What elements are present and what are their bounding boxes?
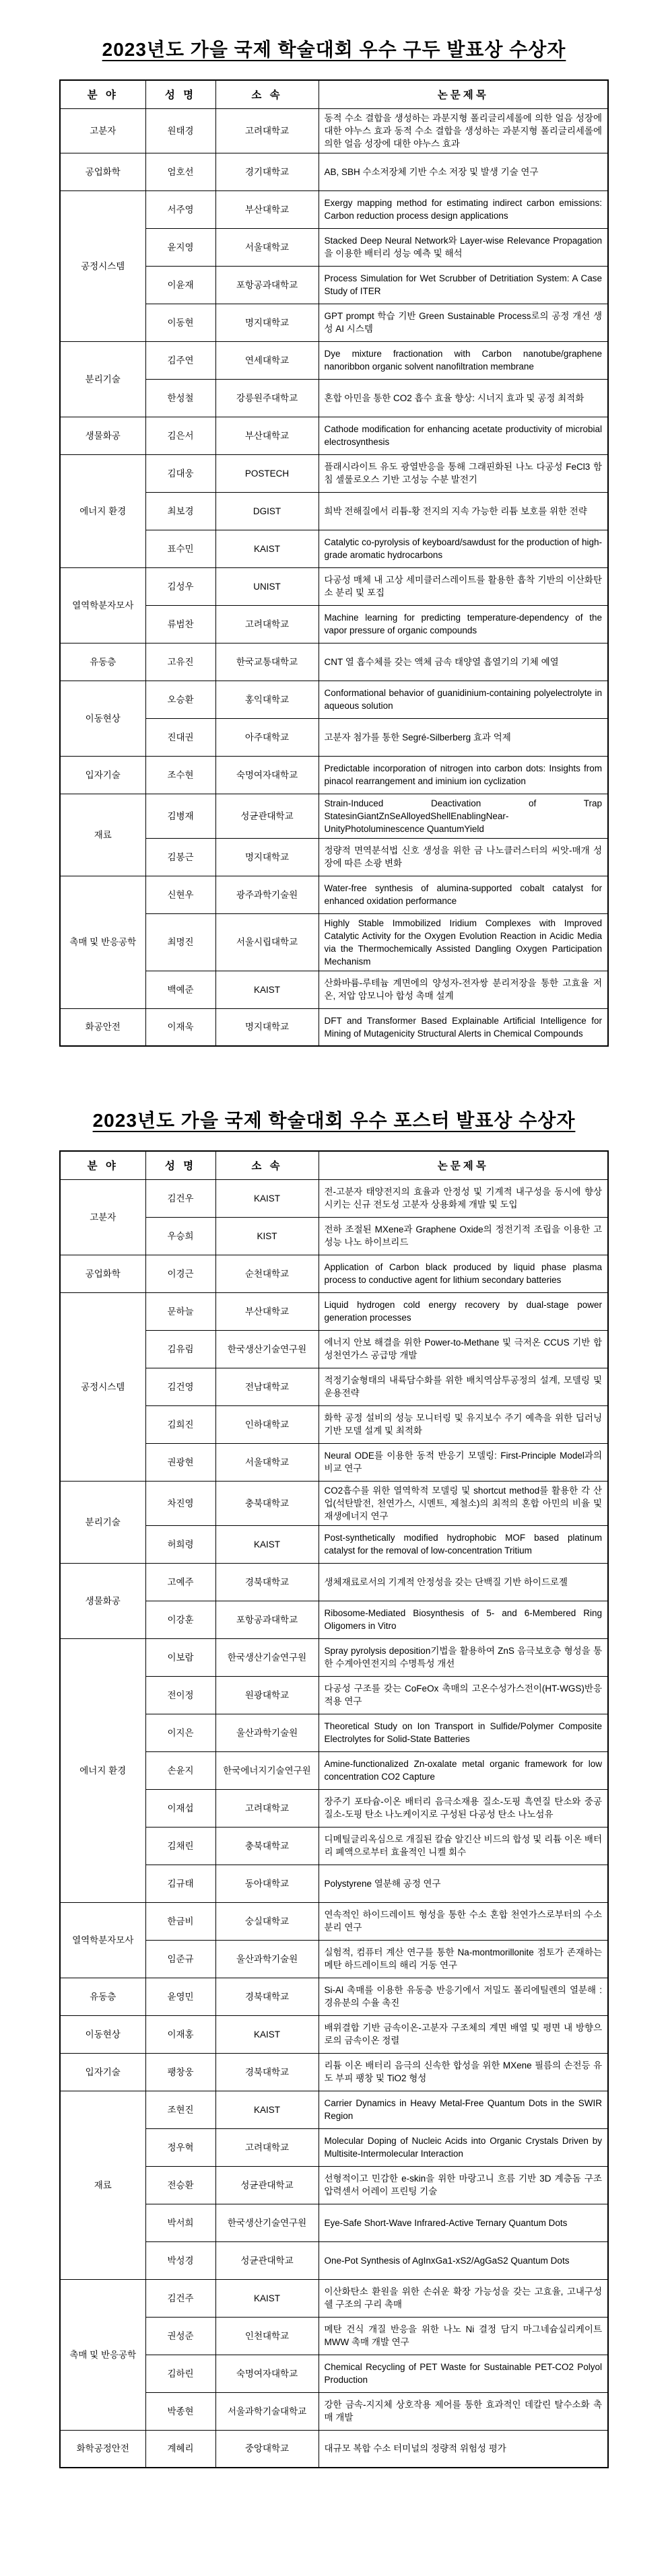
field-cell: 고분자 bbox=[60, 1179, 145, 1255]
paper-title-cell: 배위결합 기반 금속이온-고분자 구조체의 계면 배열 및 평면 내 방향으로의 금속이온 정렬 bbox=[319, 2015, 608, 2053]
paper-title-cell: 정량적 면역분석법 신호 생성을 위한 금 나노클러스터의 씨앗-매개 성장에 따른 소광 변화 bbox=[319, 838, 608, 876]
affiliation-cell: 포항공과대학교 bbox=[215, 1601, 319, 1638]
poster-awards-title: 2023년도 가을 국제 학술대회 우수 포스터 발표상 수상자 bbox=[92, 1110, 576, 1131]
field-cell: 공정시스템 bbox=[60, 190, 145, 341]
name-cell: 문하늘 bbox=[145, 1292, 215, 1330]
header-paper-title: 논문제목 bbox=[319, 1151, 608, 1179]
affiliation-cell: 한국에너지기술연구원 bbox=[215, 1751, 319, 1789]
paper-title-cell: 플래시라이트 유도 광열반응을 통해 그래핀화된 나노 다공성 FeCl3 함침 셀룰로오스 기반 고성능 수분 발전기 bbox=[319, 454, 608, 492]
field-cell: 공업화학 bbox=[60, 1255, 145, 1292]
affiliation-cell: 인천대학교 bbox=[215, 2317, 319, 2355]
table-header-row bbox=[60, 1151, 608, 1179]
oral-awards-section bbox=[0, 35, 668, 1047]
name-cell: 고유진 bbox=[145, 643, 215, 681]
name-cell: 김유림 bbox=[145, 1330, 215, 1368]
affiliation-cell: POSTECH bbox=[215, 454, 319, 492]
award-row bbox=[60, 108, 608, 153]
paper-title-cell: 다공성 매체 내 고상 세미클러스레이트를 활용한 흡착 기반의 이산화탄소 분리 및 포집 bbox=[319, 567, 608, 605]
award-row bbox=[60, 643, 608, 681]
paper-title-cell: CO2흡수를 위한 열역학적 모델링 및 shortcut method를 활용한 각 산업(석탄발전, 천연가스, 시멘트, 제철소)의 최적의 혼합 아민의 비율 및 재생에너지 연구 bbox=[319, 1481, 608, 1525]
affiliation-cell: 명지대학교 bbox=[215, 304, 319, 341]
affiliation-cell: 부산대학교 bbox=[215, 417, 319, 454]
affiliation-cell: 고려대학교 bbox=[215, 1789, 319, 1827]
affiliation-cell: 고려대학교 bbox=[215, 605, 319, 643]
name-cell: 표수민 bbox=[145, 530, 215, 567]
award-row bbox=[60, 876, 608, 913]
name-cell: 김건주 bbox=[145, 2279, 215, 2317]
name-cell: 김봉근 bbox=[145, 838, 215, 876]
name-cell: 전승환 bbox=[145, 2166, 215, 2204]
field-cell: 재료 bbox=[60, 2091, 145, 2279]
paper-title-cell: Dye mixture fractionation with Carbon nanotube/graphene nanoribbon organic solvent nanofiltration membrane bbox=[319, 341, 608, 379]
paper-title-cell: 희박 전해질에서 리튬-황 전지의 지속 가능한 리튬 보호를 위한 전략 bbox=[319, 492, 608, 530]
affiliation-cell: 고려대학교 bbox=[215, 108, 319, 153]
affiliation-cell: 서울과학기술대학교 bbox=[215, 2392, 319, 2430]
name-cell: 김희진 bbox=[145, 1405, 215, 1443]
paper-title-cell: Strain-Induced Deactivation of Trap StatesinGiantZnSeAlloyedShellEnablingNear-UnityPhotoluminescence QuantumYield bbox=[319, 794, 608, 838]
award-row bbox=[60, 1978, 608, 2015]
poster-awards-section bbox=[0, 1106, 668, 2468]
affiliation-cell: 서울대학교 bbox=[215, 1443, 319, 1481]
table-header-row bbox=[60, 80, 608, 108]
name-cell: 이지은 bbox=[145, 1714, 215, 1751]
affiliation-cell: 경기대학교 bbox=[215, 153, 319, 190]
award-row bbox=[60, 417, 608, 454]
affiliation-cell: KAIST bbox=[215, 971, 319, 1008]
paper-title-cell: CNT 열 흡수체를 갖는 액체 금속 태양열 흡열기의 기체 예열 bbox=[319, 643, 608, 681]
paper-title-cell: 대규모 복합 수소 터미널의 정량적 위험성 평가 bbox=[319, 2430, 608, 2468]
name-cell: 권성준 bbox=[145, 2317, 215, 2355]
poster-awards-table bbox=[59, 1150, 609, 2468]
award-row bbox=[60, 1481, 608, 1525]
paper-title-cell: Cathode modification for enhancing acetate productivity of microbial electrosynthesis bbox=[319, 417, 608, 454]
paper-title-cell: 고분자 첨가를 통한 Segré-Silberberg 효과 억제 bbox=[319, 718, 608, 756]
name-cell: 김대웅 bbox=[145, 454, 215, 492]
affiliation-cell: 경북대학교 bbox=[215, 1563, 319, 1601]
affiliation-cell: 한국생산기술연구원 bbox=[215, 1330, 319, 1368]
paper-title-cell: 선형적이고 민감한 e-skin을 위한 마랑고니 흐름 기반 3D 계층돔 구조 압력센서 어레이 프린팅 기술 bbox=[319, 2166, 608, 2204]
paper-title-cell: 에너지 안보 해결을 위한 Power-to-Methane 및 극저온 CCUS 기반 합성천연가스 공급망 개발 bbox=[319, 1330, 608, 1368]
paper-title-cell: Amine-functionalized Zn-oxalate metal organic framework for low concentration CO2 Capture bbox=[319, 1751, 608, 1789]
name-cell: 팽창웅 bbox=[145, 2053, 215, 2091]
name-cell: 계혜리 bbox=[145, 2430, 215, 2468]
affiliation-cell: 숙명여자대학교 bbox=[215, 2355, 319, 2392]
field-cell: 이동현상 bbox=[60, 681, 145, 756]
field-cell: 에너지 환경 bbox=[60, 454, 145, 567]
name-cell: 한성철 bbox=[145, 379, 215, 417]
affiliation-cell: 아주대학교 bbox=[215, 718, 319, 756]
field-cell: 화공안전 bbox=[60, 1008, 145, 1046]
name-cell: 윤지영 bbox=[145, 228, 215, 266]
affiliation-cell: 인하대학교 bbox=[215, 1405, 319, 1443]
oral-awards-table-body bbox=[60, 108, 608, 1046]
field-cell: 촉매 및 반응공학 bbox=[60, 876, 145, 1008]
paper-title-cell: 실험적, 컴퓨터 계산 연구를 통한 Na-montmorillonite 점토가 존재하는 메탄 하드레이트의 해리 거동 연구 bbox=[319, 1940, 608, 1978]
affiliation-cell: 숭실대학교 bbox=[215, 1902, 319, 1940]
affiliation-cell: 전남대학교 bbox=[215, 1368, 319, 1405]
paper-title-cell: Molecular Doping of Nucleic Acids into Organic Crystals Driven by Multisite-Intermolecular Interaction bbox=[319, 2128, 608, 2166]
name-cell: 권광현 bbox=[145, 1443, 215, 1481]
name-cell: 이윤재 bbox=[145, 266, 215, 304]
affiliation-cell: 강릉원주대학교 bbox=[215, 379, 319, 417]
affiliation-cell: 한국생산기술연구원 bbox=[215, 2204, 319, 2241]
affiliation-cell: 경북대학교 bbox=[215, 1978, 319, 2015]
name-cell: 이강훈 bbox=[145, 1601, 215, 1638]
affiliation-cell: 서울시립대학교 bbox=[215, 913, 319, 971]
paper-title-cell: Application of Carbon black produced by liquid phase plasma process to conductive agent for lithium secondary batteries bbox=[319, 1255, 608, 1292]
name-cell: 조수현 bbox=[145, 756, 215, 794]
paper-title-cell: 메탄 건식 개질 반응을 위한 나노 Ni 결정 담지 마그네슘실리케이트 MWW 촉매 개발 연구 bbox=[319, 2317, 608, 2355]
affiliation-cell: DGIST bbox=[215, 492, 319, 530]
name-cell: 김채린 bbox=[145, 1827, 215, 1865]
name-cell: 고예주 bbox=[145, 1563, 215, 1601]
award-row bbox=[60, 2091, 608, 2128]
name-cell: 최보경 bbox=[145, 492, 215, 530]
affiliation-cell: 울산과학기술원 bbox=[215, 1714, 319, 1751]
affiliation-cell: KAIST bbox=[215, 1179, 319, 1217]
field-cell: 유동층 bbox=[60, 1978, 145, 2015]
award-row bbox=[60, 567, 608, 605]
name-cell: 김주연 bbox=[145, 341, 215, 379]
award-row bbox=[60, 2053, 608, 2091]
paper-title-cell: 산화바륨-루테늄 계면에의 양성자-전자쌍 분리저장을 통한 고효율 저온, 저압 암모니아 합성 촉매 설계 bbox=[319, 971, 608, 1008]
affiliation-cell: 한국생산기술연구원 bbox=[215, 1638, 319, 1676]
award-row bbox=[60, 1638, 608, 1676]
paper-title-cell: Highly Stable Immobilized Iridium Complexes with Improved Catalytic Activity for the Oxygen Evolution Reaction in Acidic Media via the Thermochemically Assisted Dangling Oxygen Participation Mechanism bbox=[319, 913, 608, 971]
field-cell: 고분자 bbox=[60, 108, 145, 153]
affiliation-cell: 홍익대학교 bbox=[215, 681, 319, 718]
paper-title-cell: Stacked Deep Neural Network와 Layer-wise Relevance Propagation을 이용한 배터리 성능 예측 및 해석 bbox=[319, 228, 608, 266]
award-row bbox=[60, 1902, 608, 1940]
affiliation-cell: 명지대학교 bbox=[215, 1008, 319, 1046]
field-cell: 촉매 및 반응공학 bbox=[60, 2279, 145, 2430]
affiliation-cell: 성균관대학교 bbox=[215, 794, 319, 838]
name-cell: 박성경 bbox=[145, 2241, 215, 2279]
header-name: 성 명 bbox=[145, 1151, 215, 1179]
field-cell: 분리기술 bbox=[60, 1481, 145, 1563]
name-cell: 엄호선 bbox=[145, 153, 215, 190]
name-cell: 김하린 bbox=[145, 2355, 215, 2392]
paper-title-cell: Process Simulation for Wet Scrubber of Detritiation System: A Case Study of ITER bbox=[319, 266, 608, 304]
award-row bbox=[60, 1008, 608, 1046]
affiliation-cell: 서울대학교 bbox=[215, 228, 319, 266]
name-cell: 임준규 bbox=[145, 1940, 215, 1978]
name-cell: 서주영 bbox=[145, 190, 215, 228]
paper-title-cell: Eye-Safe Short-Wave Infrared-Active Ternary Quantum Dots bbox=[319, 2204, 608, 2241]
header-field: 분 야 bbox=[60, 1151, 145, 1179]
affiliation-cell: 성균관대학교 bbox=[215, 2166, 319, 2204]
name-cell: 신현우 bbox=[145, 876, 215, 913]
affiliation-cell: 고려대학교 bbox=[215, 2128, 319, 2166]
paper-title-cell: Theoretical Study on Ion Transport in Sulfide/Polymer Composite Electrolytes for Solid-State Batteries bbox=[319, 1714, 608, 1751]
name-cell: 박종현 bbox=[145, 2392, 215, 2430]
field-cell: 공정시스템 bbox=[60, 1292, 145, 1481]
name-cell: 진대권 bbox=[145, 718, 215, 756]
name-cell: 김병재 bbox=[145, 794, 215, 838]
name-cell: 김규태 bbox=[145, 1865, 215, 1902]
paper-title-cell: Spray pyrolysis deposition기법을 활용하여 ZnS 음극보호층 형성을 통한 수계아연전지의 수명특성 개선 bbox=[319, 1638, 608, 1676]
paper-title-cell: Exergy mapping method for estimating indirect carbon emissions: Carbon reduction process design applications bbox=[319, 190, 608, 228]
header-field: 분 야 bbox=[60, 80, 145, 108]
paper-title-cell: 이산화탄소 환원을 위한 손쉬운 확장 가능성을 갖는 고효율, 고내구성 쉘 구조의 구리 촉매 bbox=[319, 2279, 608, 2317]
name-cell: 류범찬 bbox=[145, 605, 215, 643]
affiliation-cell: KAIST bbox=[215, 530, 319, 567]
award-row bbox=[60, 794, 608, 838]
paper-title-cell: Chemical Recycling of PET Waste for Sustainable PET-CO2 Polyol Production bbox=[319, 2355, 608, 2392]
name-cell: 최명진 bbox=[145, 913, 215, 971]
name-cell: 차진영 bbox=[145, 1481, 215, 1525]
award-row bbox=[60, 1292, 608, 1330]
paper-title-cell: One-Pot Synthesis of AgInxGa1-xS2/AgGaS2 Quantum Dots bbox=[319, 2241, 608, 2279]
name-cell: 김은서 bbox=[145, 417, 215, 454]
name-cell: 원태경 bbox=[145, 108, 215, 153]
affiliation-cell: UNIST bbox=[215, 567, 319, 605]
paper-title-cell: Ribosome-Mediated Biosynthesis of 5- and 6-Membered Ring Oligomers in Vitro bbox=[319, 1601, 608, 1638]
paper-title-cell: Predictable incorporation of nitrogen into carbon dots: Insights from pinacol rearrangement and iminium ion cyclization bbox=[319, 756, 608, 794]
name-cell: 전이정 bbox=[145, 1676, 215, 1714]
name-cell: 우승희 bbox=[145, 1217, 215, 1255]
paper-title-cell: Machine learning for predicting temperature-dependency of the vapor pressure of organic compounds bbox=[319, 605, 608, 643]
name-cell: 김성우 bbox=[145, 567, 215, 605]
paper-title-cell: 연속적인 하이드레이트 형성을 통한 수소 혼합 천연가스로부터의 수소 분리 연구 bbox=[319, 1902, 608, 1940]
paper-title-cell: Conformational behavior of guanidinium-containing polyelectrolyte in aqueous solution bbox=[319, 681, 608, 718]
award-row bbox=[60, 190, 608, 228]
field-cell: 이동현상 bbox=[60, 2015, 145, 2053]
affiliation-cell: 동아대학교 bbox=[215, 1865, 319, 1902]
field-cell: 재료 bbox=[60, 794, 145, 876]
paper-title-cell: Si-Al 촉매를 이용한 유동층 반응기에서 저밀도 폴리에틸렌의 열분해 : 경유분의 수율 촉진 bbox=[319, 1978, 608, 2015]
affiliation-cell: 충북대학교 bbox=[215, 1481, 319, 1525]
field-cell: 열역학분자모사 bbox=[60, 567, 145, 643]
affiliation-cell: 명지대학교 bbox=[215, 838, 319, 876]
paper-title-cell: 다공성 구조를 갖는 CoFeOx 촉매의 고온수성가스전이(HT-WGS)반응 적용 연구 bbox=[319, 1676, 608, 1714]
name-cell: 이보람 bbox=[145, 1638, 215, 1676]
field-cell: 화학공정안전 bbox=[60, 2430, 145, 2468]
name-cell: 김건영 bbox=[145, 1368, 215, 1405]
paper-title-cell: DFT and Transformer Based Explainable Artificial Intelligence for Mining of Mutagenicity Structural Alerts in Chemical Compounds bbox=[319, 1008, 608, 1046]
award-row bbox=[60, 1179, 608, 1217]
header-affiliation: 소 속 bbox=[215, 80, 319, 108]
paper-title-cell: Catalytic co-pyrolysis of keyboard/sawdust for the production of high-grade aromatic hydrocarbons bbox=[319, 530, 608, 567]
affiliation-cell: 경북대학교 bbox=[215, 2053, 319, 2091]
paper-title-cell: 동적 수소 결합을 생성하는 과분지형 폴리글리세롤에 의한 얼음 성장에 대한 야누스 효과 동적 수소 결합을 생성하는 과분지형 폴리글리세롤에 의한 얼음 성장에 대한 야누스 효과 bbox=[319, 108, 608, 153]
paper-title-cell: AB, SBH 수소저장체 기반 수소 저장 및 발생 기술 연구 bbox=[319, 153, 608, 190]
paper-title-cell: 생체재료로서의 기계적 안정성을 갖는 단백질 기반 하이드로젤 bbox=[319, 1563, 608, 1601]
field-cell: 생물화공 bbox=[60, 417, 145, 454]
award-row bbox=[60, 2430, 608, 2468]
paper-title-cell: Post-synthetically modified hydrophobic MOF based platinum catalyst for the removal of low-concentration Tritium bbox=[319, 1525, 608, 1563]
paper-title-cell: Water-free synthesis of alumina-supported cobalt catalyst for enhanced oxidation performance bbox=[319, 876, 608, 913]
paper-title-cell: 혼합 아민을 통한 CO2 흡수 효율 향상: 시너지 효과 및 공정 최적화 bbox=[319, 379, 608, 417]
name-cell: 이재홍 bbox=[145, 2015, 215, 2053]
award-row bbox=[60, 2015, 608, 2053]
award-row bbox=[60, 341, 608, 379]
field-cell: 공업화학 bbox=[60, 153, 145, 190]
paper-title-cell: Neural ODE를 이용한 동적 반응기 모델링: First-Principle Model과의 비교 연구 bbox=[319, 1443, 608, 1481]
name-cell: 이재욱 bbox=[145, 1008, 215, 1046]
affiliation-cell: KIST bbox=[215, 1217, 319, 1255]
field-cell: 입자기술 bbox=[60, 756, 145, 794]
affiliation-cell: 순천대학교 bbox=[215, 1255, 319, 1292]
award-row bbox=[60, 2279, 608, 2317]
affiliation-cell: 부산대학교 bbox=[215, 190, 319, 228]
affiliation-cell: 포항공과대학교 bbox=[215, 266, 319, 304]
field-cell: 열역학분자모사 bbox=[60, 1902, 145, 1978]
name-cell: 박서희 bbox=[145, 2204, 215, 2241]
award-row bbox=[60, 153, 608, 190]
name-cell: 허희령 bbox=[145, 1525, 215, 1563]
name-cell: 이경근 bbox=[145, 1255, 215, 1292]
paper-title-cell: 리튬 이온 배터리 음극의 신속한 합성을 위한 MXene 필름의 손전등 유도 부피 팽창 및 TiO2 형성 bbox=[319, 2053, 608, 2091]
paper-title-cell: 적정기술형태의 내륙담수화를 위한 배치역삼투공정의 설계, 모델링 및 운용전략 bbox=[319, 1368, 608, 1405]
award-row bbox=[60, 454, 608, 492]
name-cell: 윤영민 bbox=[145, 1978, 215, 2015]
affiliation-cell: 한국교통대학교 bbox=[215, 643, 319, 681]
header-paper-title: 논문제목 bbox=[319, 80, 608, 108]
affiliation-cell: 연세대학교 bbox=[215, 341, 319, 379]
oral-awards-title: 2023년도 가을 국제 학술대회 우수 구두 발표상 수상자 bbox=[102, 39, 566, 60]
name-cell: 손윤지 bbox=[145, 1751, 215, 1789]
poster-awards-table-body bbox=[60, 1179, 608, 2468]
affiliation-cell: 충북대학교 bbox=[215, 1827, 319, 1865]
paper-title-cell: 디메틸글리옥심으로 개질된 칼슘 알긴산 비드의 합성 및 리튬 이온 배터리 폐액으로부터 효율적인 니켈 회수 bbox=[319, 1827, 608, 1865]
field-cell: 입자기술 bbox=[60, 2053, 145, 2091]
name-cell: 한금비 bbox=[145, 1902, 215, 1940]
name-cell: 김건우 bbox=[145, 1179, 215, 1217]
affiliation-cell: 부산대학교 bbox=[215, 1292, 319, 1330]
paper-title-cell: 전-고분자 태양전지의 효율과 안정성 및 기계적 내구성을 동시에 향상시키는 신규 전도성 고분자 상용화제 개발 및 도입 bbox=[319, 1179, 608, 1217]
affiliation-cell: 울산과학기술원 bbox=[215, 1940, 319, 1978]
name-cell: 이재섭 bbox=[145, 1789, 215, 1827]
award-row bbox=[60, 1563, 608, 1601]
name-cell: 이동현 bbox=[145, 304, 215, 341]
paper-title-cell: 화학 공정 설비의 성능 모니터링 및 유지보수 주기 예측을 위한 딥러닝 기반 모델 설계 및 최적화 bbox=[319, 1405, 608, 1443]
paper-title-cell: Liquid hydrogen cold energy recovery by dual-stage power generation processes bbox=[319, 1292, 608, 1330]
field-cell: 분리기술 bbox=[60, 341, 145, 417]
affiliation-cell: KAIST bbox=[215, 2015, 319, 2053]
affiliation-cell: 중앙대학교 bbox=[215, 2430, 319, 2468]
affiliation-cell: 광주과학기술원 bbox=[215, 876, 319, 913]
paper-title-cell: Carrier Dynamics in Heavy Metal-Free Quantum Dots in the SWIR Region bbox=[319, 2091, 608, 2128]
name-cell: 정우혁 bbox=[145, 2128, 215, 2166]
award-row bbox=[60, 756, 608, 794]
header-name: 성 명 bbox=[145, 80, 215, 108]
name-cell: 오승환 bbox=[145, 681, 215, 718]
field-cell: 유동층 bbox=[60, 643, 145, 681]
field-cell: 에너지 환경 bbox=[60, 1638, 145, 1902]
affiliation-cell: 성균관대학교 bbox=[215, 2241, 319, 2279]
affiliation-cell: 원광대학교 bbox=[215, 1676, 319, 1714]
affiliation-cell: KAIST bbox=[215, 2091, 319, 2128]
paper-title-cell: 강한 금속-지지체 상호작용 제어를 통한 효과적인 데칼린 탈수소화 촉매 개발 bbox=[319, 2392, 608, 2430]
affiliation-cell: 숙명여자대학교 bbox=[215, 756, 319, 794]
field-cell: 생물화공 bbox=[60, 1563, 145, 1638]
paper-title-cell: Polystyrene 열분해 공정 연구 bbox=[319, 1865, 608, 1902]
award-row bbox=[60, 681, 608, 718]
paper-title-cell: 장주기 포타슘-이온 배터리 음극소재용 질소-도핑 흑연질 탄소와 중공 질소-도핑 탄소 나노케이지로 구성된 다공성 탄소 나노섬유 bbox=[319, 1789, 608, 1827]
award-row bbox=[60, 1255, 608, 1292]
paper-title-cell: GPT prompt 학습 기반 Green Sustainable Process로의 공정 개선 생성 AI 시스템 bbox=[319, 304, 608, 341]
affiliation-cell: KAIST bbox=[215, 2279, 319, 2317]
affiliation-cell: KAIST bbox=[215, 1525, 319, 1563]
name-cell: 조현진 bbox=[145, 2091, 215, 2128]
paper-title-cell: 전하 조절된 MXene과 Graphene Oxide의 정전기적 조립을 이용한 고성능 나노 하이브리드 bbox=[319, 1217, 608, 1255]
header-affiliation: 소 속 bbox=[215, 1151, 319, 1179]
oral-awards-table bbox=[59, 79, 609, 1047]
name-cell: 백예준 bbox=[145, 971, 215, 1008]
